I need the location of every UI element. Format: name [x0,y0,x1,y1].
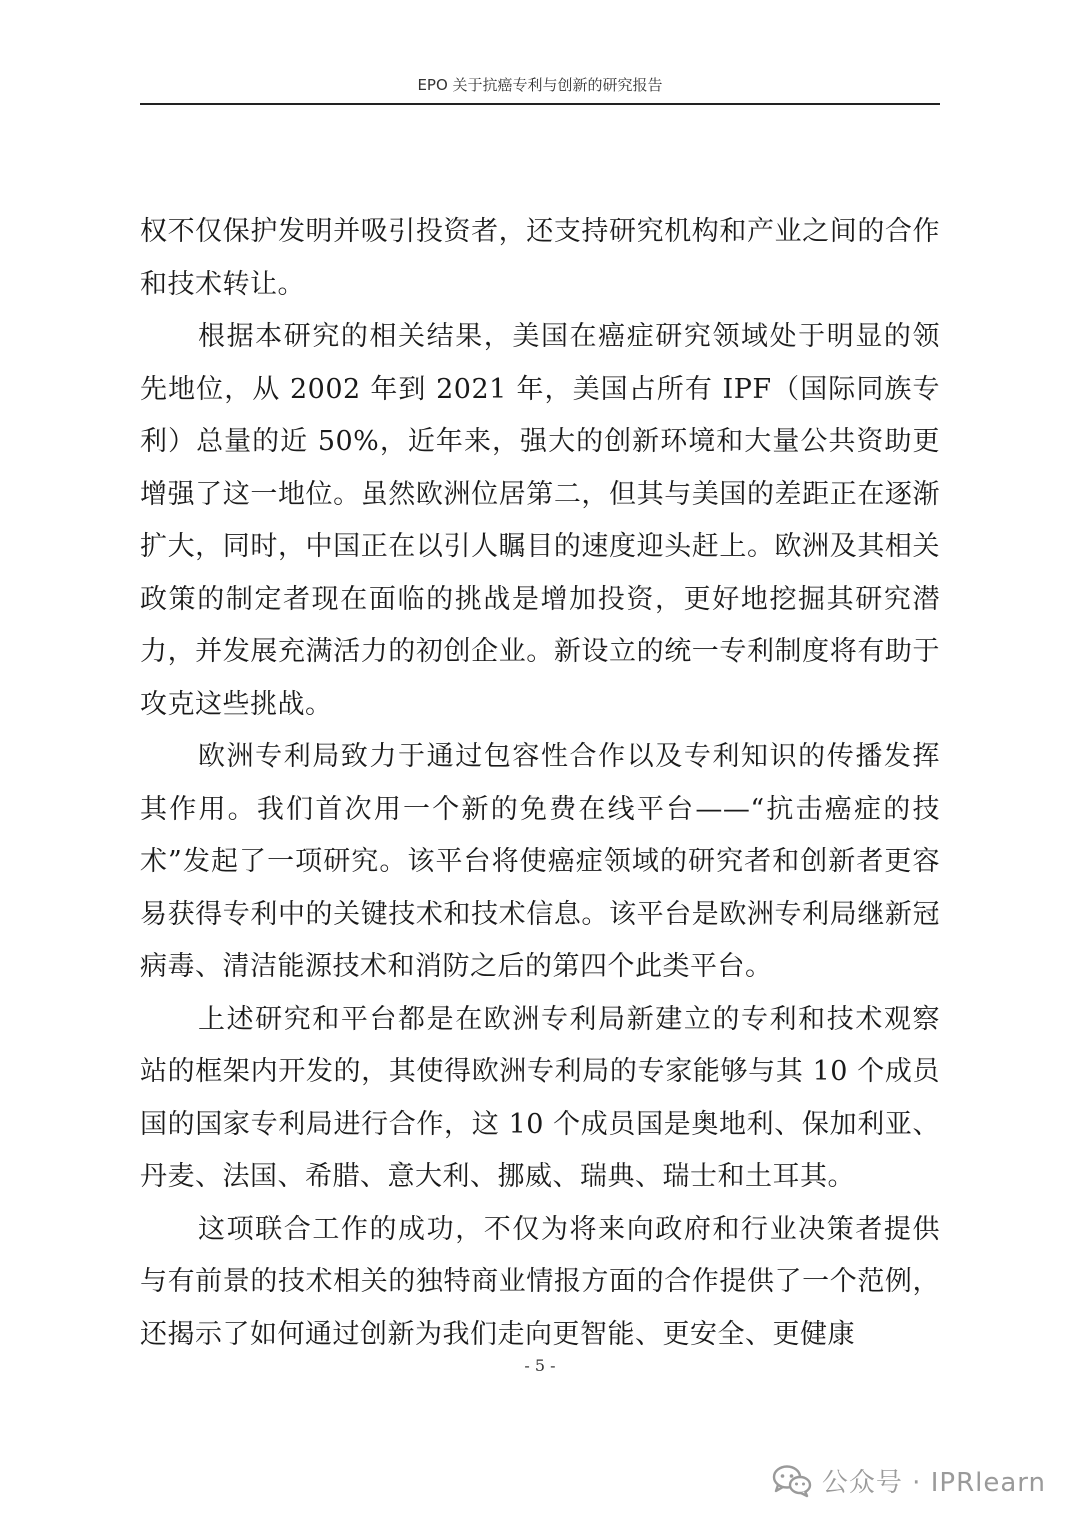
body-text [140,206,940,1361]
paragraph-joint-work: 这项联合工作的成功，不仅为将来向政府和行业决策者提供与有前景的技术相关的独特商业情报方面的合作提供了一个范例，还揭示了如何通过创新为我们走向更智能、更安全、更健康 [140,1213,940,1350]
wechat-icon [772,1464,812,1498]
watermark-text: 公众号 · IPRlearn [821,1468,1046,1498]
running-header: EPO 关于抗癌专利与创新的研究报告 [417,76,663,94]
paragraph-research-results: 根据本研究的相关结果，美国在癌症研究领域处于明显的领先地位，从 2002 年到 2021 年，美国占所有 IPF（国际同族专利）总量的近 50%，近年来，强大的创新环境和大量公共资助更增强了这一地位。虽然欧洲位居第二，但其与美国的差距正在逐渐扩大，同时，中国正在以引人瞩目的速度迎头赶上。欧洲及其相关政策的制定者现在面临的挑战是增加投资，更好地挖掘其研究潜力，并发展充满活力的初创企业。新设立的统一专利制度将有助于攻克这些挑战。 [140,321,940,720]
paragraph-epo-platform: 欧洲专利局致力于通过包容性合作以及专利知识的传播发挥其作用。我们首次用一个新的免费在线平台——“抗击癌症的技术”发起了一项研究。该平台将使癌症领域的研究者和创新者更容易获得专利中的关键技术和技术信息。该平台是欧洲专利局继新冠病毒、清洁能源技术和消防之后的第四个此类平台。 [140,741,940,982]
watermark [772,1462,1046,1499]
page-number: - 5 - [524,1356,556,1375]
paragraph-observatory: 上述研究和平台都是在欧洲专利局新建立的专利和技术观察站的框架内开发的，其使得欧洲专利局的专家能够与其 10 个成员国的国家专利局进行合作，这 10 个成员国是奥地利、保加利亚、丹麦、法国、希腊、意大利、挪威、瑞典、瑞士和土耳其。 [140,1003,940,1192]
paragraph-continuation: 权不仅保护发明并吸引投资者，还支持研究机构和产业之间的合作和技术转让。 [140,216,940,300]
header-divider [140,103,940,105]
